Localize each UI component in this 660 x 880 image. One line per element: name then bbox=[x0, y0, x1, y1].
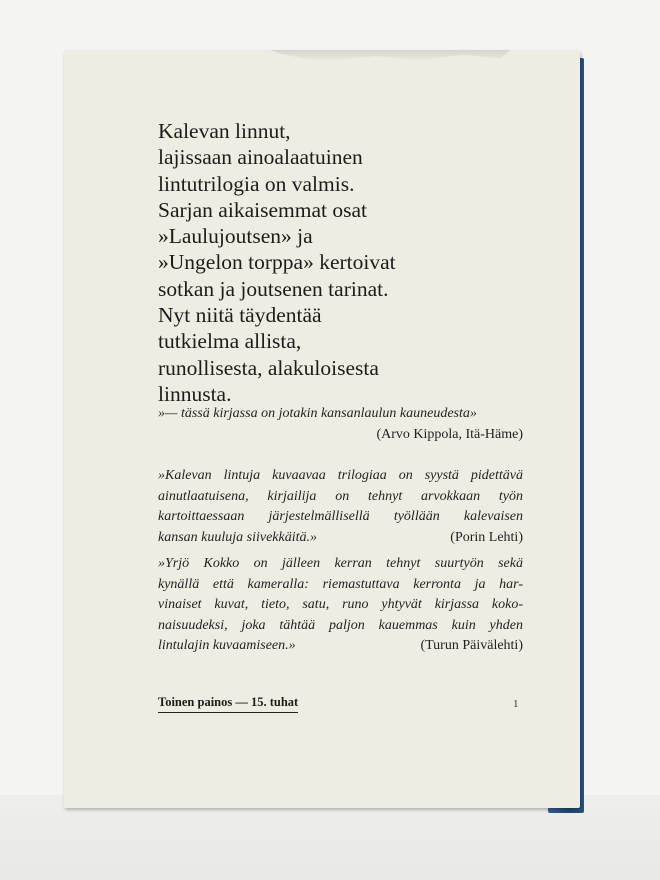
blurb-line: Kalevan linnut, bbox=[158, 119, 291, 143]
review-quote-1 bbox=[158, 404, 523, 445]
quote-last-line bbox=[158, 636, 523, 657]
quote-line: naisuudeksi, joka tähtää paljon kauemmas kuin yhden bbox=[158, 617, 523, 633]
quote-line: kynällä että kameralla: riemastuttava kerronta ja har- bbox=[158, 576, 523, 592]
page-number: 1 bbox=[513, 698, 519, 710]
blurb-line: lajissaan ainoalaatuinen bbox=[158, 145, 363, 170]
quote-line: vinaiset kuvat, tieto, satu, runo yhtyvät kirjassa koko- bbox=[158, 597, 523, 613]
edition-info: Toinen painos — 15. tuhat bbox=[158, 695, 298, 713]
blurb-line: lintutrilogia on valmis. bbox=[158, 171, 355, 196]
review-quote-3 bbox=[158, 554, 523, 657]
quote-line: »Kalevan lintuja kuvaavaa trilogiaa on syystä pidettävä bbox=[158, 468, 523, 483]
quote-line: lintulajin kuvaamiseen.» bbox=[158, 638, 296, 654]
quote-source: (Turun Päivälehti) bbox=[420, 638, 523, 654]
quote-line: ainutlaatuisena, kirjailija on tehnyt arvokkaan työn bbox=[158, 488, 523, 504]
blurb-line: runollisesta, alakuloisesta bbox=[158, 355, 379, 380]
blurb-line: Sarjan aikaisemmat osat bbox=[158, 197, 367, 222]
quote-line: kartoittaessaan järjestelmällisellä työllään kalevaisen bbox=[158, 509, 523, 525]
blurb-line: Nyt niitä täydentää bbox=[158, 303, 322, 328]
blurb-line: »Laulujoutsen» ja bbox=[158, 224, 313, 249]
quote-source: (Arvo Kippola, Itä-Häme) bbox=[376, 426, 523, 442]
quote-line: kansan kuuluja siivekkäitä.» bbox=[158, 529, 318, 545]
blurb-line: »Ungelon torppa» kertoivat bbox=[158, 250, 396, 275]
quote-source: (Porin Lehti) bbox=[450, 529, 523, 545]
review-quote-2 bbox=[158, 466, 523, 548]
quote-line: »— tässä kirjassa on jotakin kansanlaulun kauneudesta» bbox=[158, 406, 477, 421]
quote-line: »Yrjö Kokko on jälleen kerran tehnyt suurtyön sekä bbox=[158, 556, 523, 571]
quote-last-line bbox=[158, 528, 523, 549]
blurb-line: tutkielma allista, bbox=[158, 329, 302, 354]
blurb-text bbox=[158, 118, 548, 407]
blurb-line: sotkan ja joutsenen tarinat. bbox=[158, 276, 389, 301]
blurb-line: linnusta. bbox=[158, 381, 232, 406]
